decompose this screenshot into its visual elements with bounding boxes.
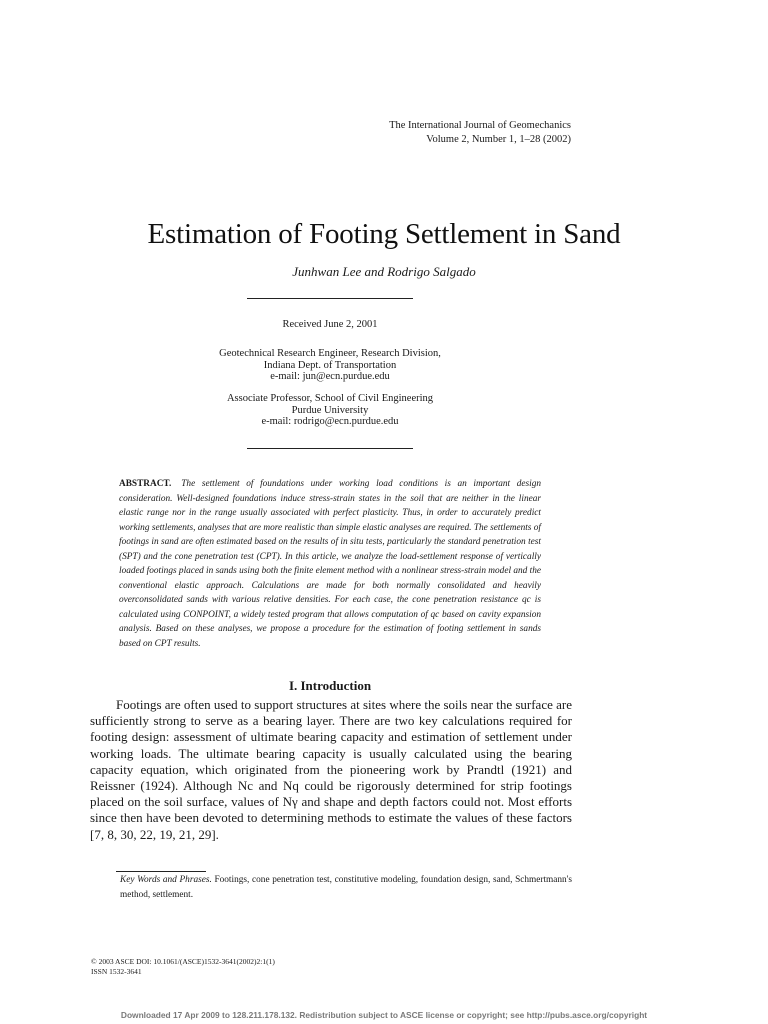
journal-name: The International Journal of Geomechanics bbox=[389, 120, 571, 131]
journal-header bbox=[389, 119, 571, 147]
keywords-text: Footings, cone penetration test, constitutive modeling, foundation design, sand, Schmertmann's method, settlement. bbox=[120, 875, 573, 900]
issn: ISSN 1532-3641 bbox=[91, 967, 142, 976]
abstract-label: ABSTRACT. bbox=[119, 479, 172, 489]
paper-authors: Junhwan Lee and Rodrigo Salgado bbox=[292, 264, 476, 279]
download-notice: Downloaded 17 Apr 2009 to 128.211.178.132. Redistribution subject to ASCE license or copyright; see http://pubs.asce.org/copyright bbox=[120, 1010, 648, 1020]
abstract-text: The settlement of foundations under working load conditions is an important design consideration. Well-designed foundations induce stress-strain states in the soil that are neither in the linear elastic range nor in the range usually associated with perfect plasticity. Thus, in order to accurately predict working settlements, analyses that are more realistic than simple elastic analyses are required. The settlements of footings in sand are often estimated based on the results of in situ tests, particularly the standard penetration test (SPT) and the cone penetration test (CPT). In this article, we analyze the load-settlement response of vertically loaded footings placed in sands using both the finite element method with a nonlinear stress-strain model and the conventional elastic approach. Calculations are made for both normally consolidated and heavily overconsolidated sands with various relative densities. For each case, the cone penetration resistance qc is calculated using CONPOINT, a widely tested program that allows computation of qc based on cavity expansion analysis. Based on these analyses, we propose a procedure for the estimation of footing settlement in sands based on CPT results. bbox=[119, 479, 541, 649]
footnote-rule bbox=[116, 871, 206, 872]
affiliation-first-author bbox=[0, 348, 660, 383]
paper-title: Estimation of Footing Settlement in Sand bbox=[147, 218, 621, 250]
divider-bottom bbox=[247, 448, 413, 449]
abstract bbox=[119, 477, 541, 651]
copyright-block bbox=[91, 957, 275, 977]
affiliation-email: e-mail: rodrigo@ecn.purdue.edu bbox=[261, 416, 399, 427]
journal-volume-info: Volume 2, Number 1, 1–28 (2002) bbox=[426, 134, 571, 145]
affiliation-line: Indiana Dept. of Transportation bbox=[263, 359, 397, 371]
introduction-paragraph: Footings are often used to support structures at sites where the soils near the surface are sufficiently strong to serve as a bearing layer. There are two key calculations required for footing design: assessment of ultimate bearing capacity and estimation of settlement under working loads. The ultimate bearing capacity is usually calculated using the bearing capacity equation, which originated from the pioneering work by Prandtl (1921) and Reissner (1924). Although Nc and Nq could be rigorously determined for strip footings placed on the soil surface, values of Nγ and shape and depth factors could not. Most efforts since then have been devoted to determining methods to estimate the values of these factors [7, 8, 30, 22, 19, 21, 29]. bbox=[90, 697, 572, 842]
keywords-label: Key Words and Phrases. bbox=[120, 875, 212, 885]
keywords-footnote bbox=[120, 873, 572, 903]
affiliation-line: Purdue University bbox=[291, 404, 369, 416]
affiliation-line: Geotechnical Research Engineer, Research Division, bbox=[219, 348, 441, 359]
affiliation-second-author bbox=[0, 393, 660, 428]
affiliation-line: Associate Professor, School of Civil Engineering bbox=[226, 393, 434, 404]
received-date: Received June 2, 2001 bbox=[282, 319, 378, 330]
copyright-doi: © 2003 ASCE DOI: 10.1061/(ASCE)1532-3641(2002)2:1(1) bbox=[91, 957, 275, 966]
affiliation-email: e-mail: jun@ecn.purdue.edu bbox=[270, 371, 390, 382]
section-heading-introduction: I. Introduction bbox=[288, 678, 372, 693]
divider-top bbox=[247, 298, 413, 299]
